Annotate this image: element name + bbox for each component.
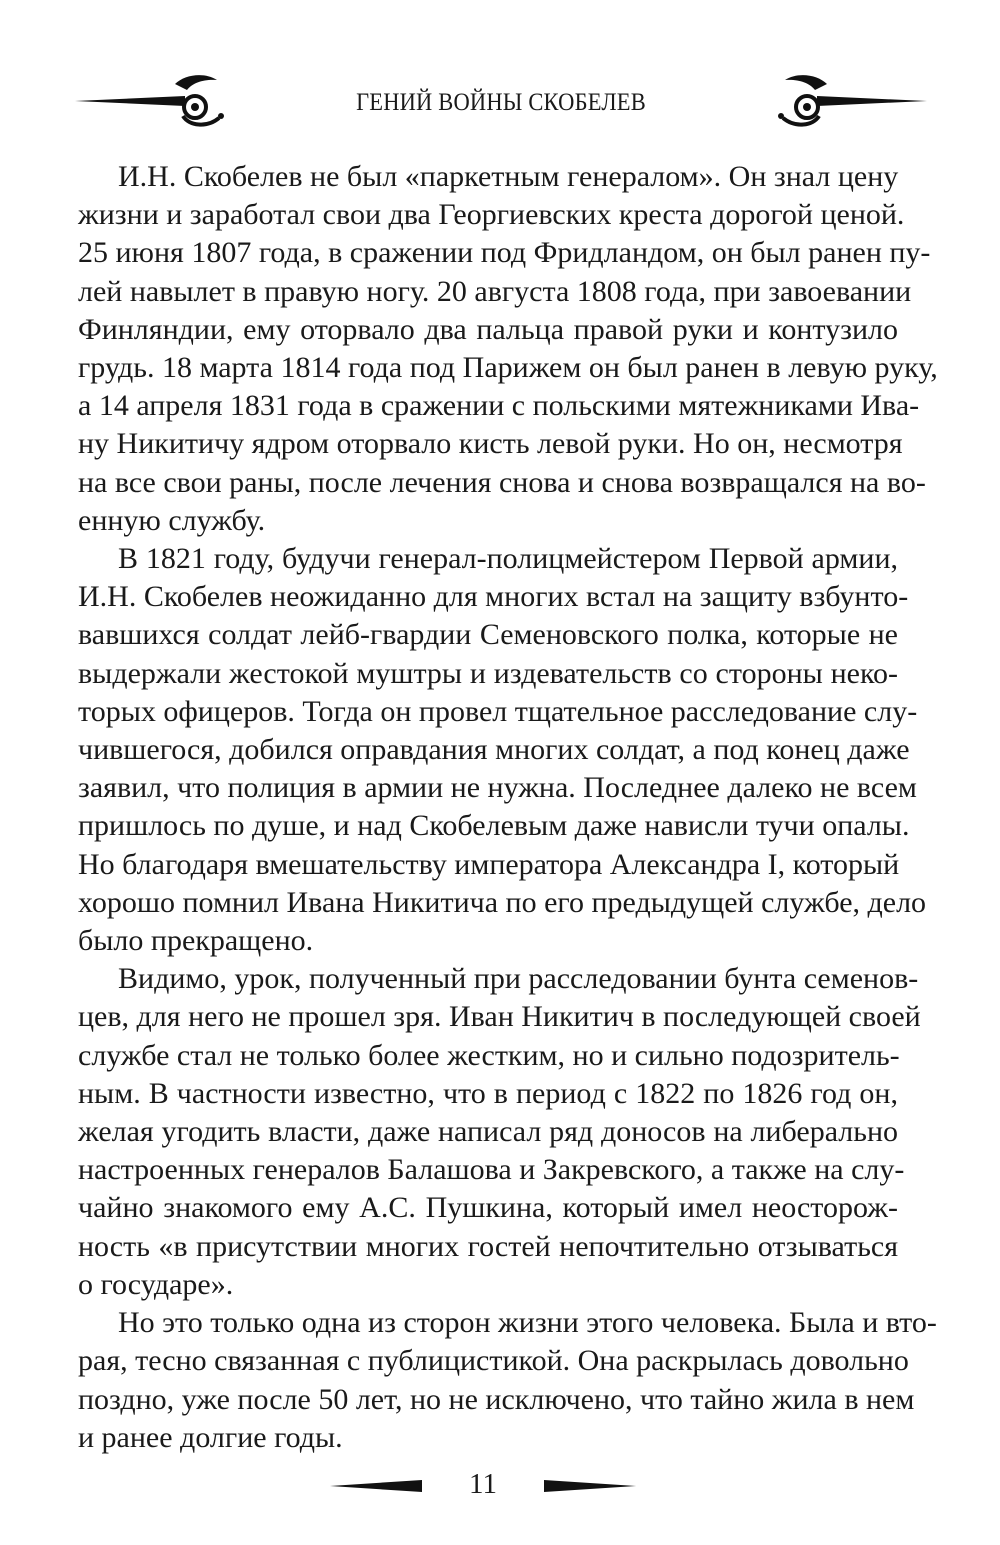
text-line: 25 июня 1807 года, в сражении под Фридландом, он был ранен пу- <box>78 236 931 270</box>
text-line: Видимо, урок, полученный при расследовании бунта семенов- <box>118 962 919 996</box>
text-line: было прекращено. <box>78 924 314 958</box>
main-text <box>78 158 938 1457</box>
text-line: енную службу. <box>78 503 266 537</box>
text-line: и ранее долгие годы. <box>78 1420 343 1454</box>
text-line: поздно, уже после 50 лет, но не исключено, что тайно жила в нем <box>78 1382 915 1416</box>
text-line: ность «в присутствии многих гостей непочтительно отзываться <box>78 1229 898 1263</box>
text-line: желая угодить власти, даже написал ряд доносов на либерально <box>78 1115 898 1149</box>
text-line: цев, для него не прошел зря. Иван Никитич в последующей своей <box>78 1000 921 1034</box>
text-line: чайно знакомого ему А.С. Пушкина, который имел неосторож- <box>78 1191 898 1225</box>
paragraph <box>78 1304 937 1457</box>
text-line: заявил, что полиция в армии не нужна. Последнее далеко не всем <box>78 771 917 805</box>
text-line: рая, тесно связанная с публицистикой. Она раскрылась довольно <box>78 1344 909 1378</box>
text-line: вавшихся солдат лейб-гвардии Семеновского полка, которые не <box>78 618 898 652</box>
paragraph <box>78 540 927 960</box>
running-header <box>75 70 927 140</box>
text-line: выдержали жестокой муштры и издевательств со стороны неко- <box>78 656 898 690</box>
running-header-title: ГЕНИЙ ВОЙНЫ СКОБЕЛЕВ <box>356 89 646 116</box>
tapered-rule-icon <box>544 1476 636 1496</box>
text-line: Но благодаря вмешательству императора Александра I, который <box>78 847 900 881</box>
text-line: чившегося, добился оправдания многих солдат, а под конец даже <box>78 733 910 767</box>
text-line: а 14 апреля 1831 года в сражении с польскими мятежниками Ива- <box>78 389 920 423</box>
text-line: жизни и заработал свои два Георгиевских креста дорогой ценой. <box>78 198 905 232</box>
page-number: 11 <box>469 1468 497 1500</box>
text-line: В 1821 году, будучи генерал-полицмейстером Первой армии, <box>118 542 898 576</box>
page-footer <box>330 1460 636 1510</box>
text-line: Финляндии, ему оторвало два пальца правой руки и контузило <box>78 312 898 346</box>
text-line: на все свои раны, после лечения снова и снова возвращался на во- <box>78 465 926 499</box>
text-line: службе стал не только более жестким, но и сильно подозритель- <box>78 1038 900 1072</box>
text-line: ну Никитичу ядром оторвало кисть левой руки. Но он, несмотря <box>78 427 903 461</box>
text-line: настроенных генералов Балашова и Закревского, а также на слу- <box>78 1153 905 1187</box>
paragraph <box>78 158 938 540</box>
paragraph <box>78 960 921 1304</box>
text-line: лей навылет в правую ногу. 20 августа 1808 года, при завоевании <box>78 274 912 308</box>
text-line: Но это только одна из сторон жизни этого человека. Была и вто- <box>118 1306 937 1340</box>
text-line: о государе». <box>78 1267 234 1301</box>
text-line: торых офицеров. Тогда он провел тщательное расследование слу- <box>78 694 918 728</box>
text-line: хорошо помнил Ивана Никитича по его предыдущей службе, дело <box>78 885 927 919</box>
text-line: ным. В частности известно, что в период с 1822 по 1826 год он, <box>78 1076 898 1110</box>
text-line: И.Н. Скобелев не был «паркетным генералом». Он знал цену <box>118 160 899 193</box>
text-line: грудь. 18 марта 1814 года под Парижем он был ранен в левую руку, <box>78 351 938 385</box>
text-line: И.Н. Скобелев неожиданно для многих встал на защиту взбунто- <box>78 580 909 614</box>
text-line: пришлось по душе, и над Скобелевым даже нависли тучи опалы. <box>78 809 910 843</box>
flourish-ornament-icon <box>777 70 927 132</box>
